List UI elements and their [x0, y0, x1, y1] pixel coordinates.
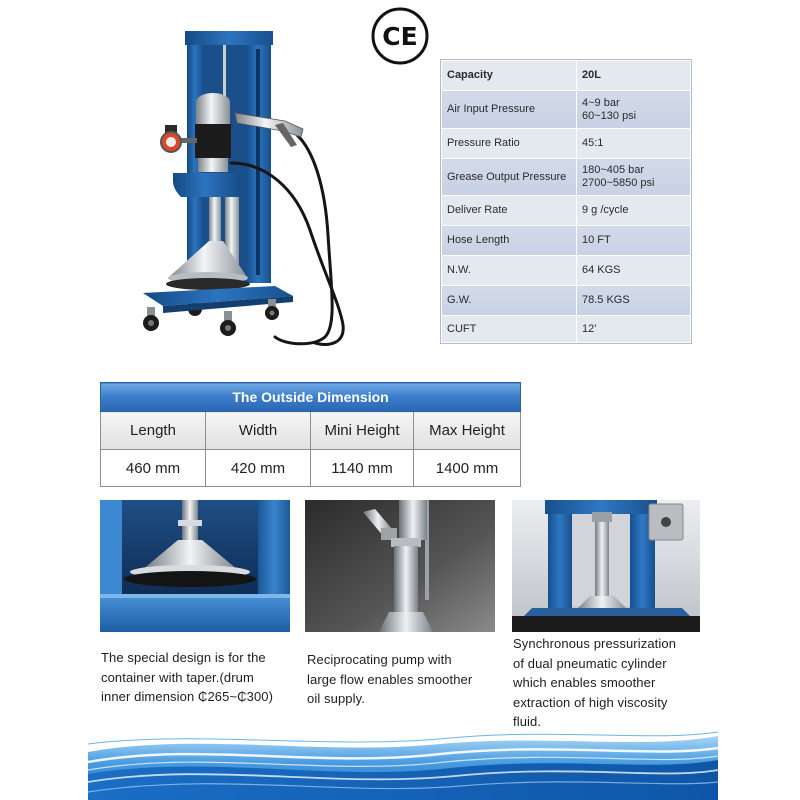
- pump-upper-body: [196, 102, 230, 124]
- spec-label: Capacity: [442, 61, 577, 91]
- dimension-title-row: [101, 383, 521, 412]
- valve-knob: [661, 517, 671, 527]
- caption-line: of dual pneumatic cylinder: [513, 655, 667, 671]
- spec-label: Grease Output Pressure: [442, 159, 577, 196]
- spec-value-line: 78.5 KGS: [582, 294, 630, 306]
- pump-cylinder: [195, 93, 231, 172]
- rod-collar: [178, 520, 202, 526]
- caption-line: Reciprocating pump with: [307, 652, 452, 667]
- caption-line: The special design is for the: [101, 650, 266, 665]
- caster-wheel: [220, 311, 236, 336]
- piston-rod: [209, 197, 221, 245]
- caster-wheel: [143, 307, 159, 331]
- feature-caption-pump: [307, 650, 472, 709]
- spec-value-line: 60~130 psi: [582, 109, 637, 122]
- piston-rod: [595, 522, 609, 600]
- cylinder-coupling: [592, 512, 612, 522]
- frame-left-post: [548, 510, 572, 612]
- pump-head: [399, 500, 427, 540]
- gauge-face: [166, 137, 176, 147]
- dual-cylinder-photo: [512, 500, 700, 632]
- spec-value: [577, 316, 691, 343]
- grease-pump-illustration: [125, 25, 350, 350]
- dimension-header-max-height: Max Height: [414, 412, 521, 450]
- spec-value: [577, 196, 691, 226]
- spec-row-cuft: [442, 316, 691, 343]
- base-lip: [524, 608, 690, 616]
- spec-value-line: 2700~5850 psi: [582, 177, 655, 189]
- spec-value-line: 64 KGS: [582, 264, 621, 276]
- spec-table: [441, 60, 691, 343]
- spec-value-line: 12’: [582, 322, 597, 335]
- caption-line: inner dimension ₵265~₵300): [101, 689, 274, 704]
- caption-line: fluid.: [513, 714, 542, 729]
- frame-center-rod: [223, 45, 226, 103]
- dimension-value-mini-height: 1140 mm: [311, 450, 414, 487]
- dimension-value-length: 460 mm: [101, 450, 206, 487]
- spec-label: Pressure Ratio: [442, 129, 577, 159]
- pump-mount-bracket: [173, 173, 237, 197]
- spec-label: N.W.: [442, 256, 577, 286]
- spec-value: [577, 61, 691, 91]
- caption-line: which enables smoother: [513, 675, 656, 690]
- caption-line: Synchronous pressurization: [513, 636, 677, 651]
- reciprocating-pump-photo: [305, 500, 495, 632]
- dimension-header-width: Width: [206, 412, 311, 450]
- spec-label: G.W.: [442, 286, 577, 316]
- drum-base: [512, 616, 700, 632]
- wheel-hub: [148, 320, 154, 326]
- dimension-value-row: [101, 450, 521, 487]
- feature-caption-taper: [101, 648, 273, 707]
- wheel-hub: [270, 311, 275, 316]
- frame-slot: [256, 49, 260, 275]
- spec-value-line: 9 g /cycle: [582, 204, 629, 216]
- spec-row-capacity: [442, 61, 691, 91]
- spec-value-line: 45:1: [582, 137, 604, 149]
- spec-row-hose-length: [442, 226, 691, 256]
- pump-label-band: [195, 124, 231, 158]
- drum-rim: [124, 571, 256, 587]
- pump-lower-body: [198, 158, 228, 172]
- frame-right-post: [258, 500, 290, 610]
- dimension-table: [100, 382, 521, 487]
- caption-line: oil supply.: [307, 691, 365, 706]
- ce-mark-text: CE: [382, 22, 418, 51]
- dimension-value-width: 420 mm: [206, 450, 311, 487]
- spec-row-gross-weight: [442, 286, 691, 316]
- spec-row-pressure-ratio: [442, 129, 691, 159]
- base-plate: [100, 594, 290, 632]
- caption-line: extraction of high viscosity: [513, 694, 668, 710]
- dimension-value-max-height: 1400 mm: [414, 450, 521, 487]
- spec-row-grease-output-pressure: [442, 159, 691, 196]
- spec-value: [577, 159, 691, 196]
- spec-value-line: 10 FT: [582, 234, 611, 246]
- pump-cylinder: [394, 546, 418, 614]
- spec-value-line: 20L: [582, 69, 601, 81]
- spec-label: CUFT: [442, 316, 577, 343]
- base-plate-highlight: [100, 594, 290, 598]
- follower-plate-photo: [100, 500, 290, 632]
- hose-segment: [275, 135, 332, 344]
- wave-decoration: [0, 726, 800, 800]
- spec-row-deliver-rate: [442, 196, 691, 226]
- spec-label: Hose Length: [442, 226, 577, 256]
- spec-value: [577, 226, 691, 256]
- ce-mark-icon: [370, 6, 430, 66]
- frame-top-bar: [545, 500, 657, 514]
- dimension-header-mini-height: Mini Height: [311, 412, 414, 450]
- dimension-header-row: [101, 412, 521, 450]
- spec-value: [577, 129, 691, 159]
- cylinder-collar: [391, 538, 421, 547]
- caption-line: large flow enables smoother: [307, 671, 473, 687]
- wheel-hub: [225, 325, 231, 331]
- spec-label: Air Input Pressure: [442, 91, 577, 129]
- caster-fork: [268, 299, 276, 307]
- spec-row-net-weight: [442, 256, 691, 286]
- dimension-title: The Outside Dimension: [101, 383, 521, 412]
- spec-value: [577, 286, 691, 316]
- spec-value-line: 180~405 bar: [582, 164, 645, 176]
- frame-top-bar: [185, 31, 273, 45]
- spec-value: [577, 91, 691, 129]
- caption-line: container with taper.(drum: [101, 669, 254, 685]
- spec-label: Deliver Rate: [442, 196, 577, 226]
- feature-caption-cylinder: [513, 634, 676, 732]
- caster-fork: [224, 311, 232, 321]
- spec-value: [577, 256, 691, 286]
- spec-value-line: 4~9 bar: [582, 96, 620, 109]
- spec-row-air-input-pressure: [442, 91, 691, 129]
- dimension-header-length: Length: [101, 412, 206, 450]
